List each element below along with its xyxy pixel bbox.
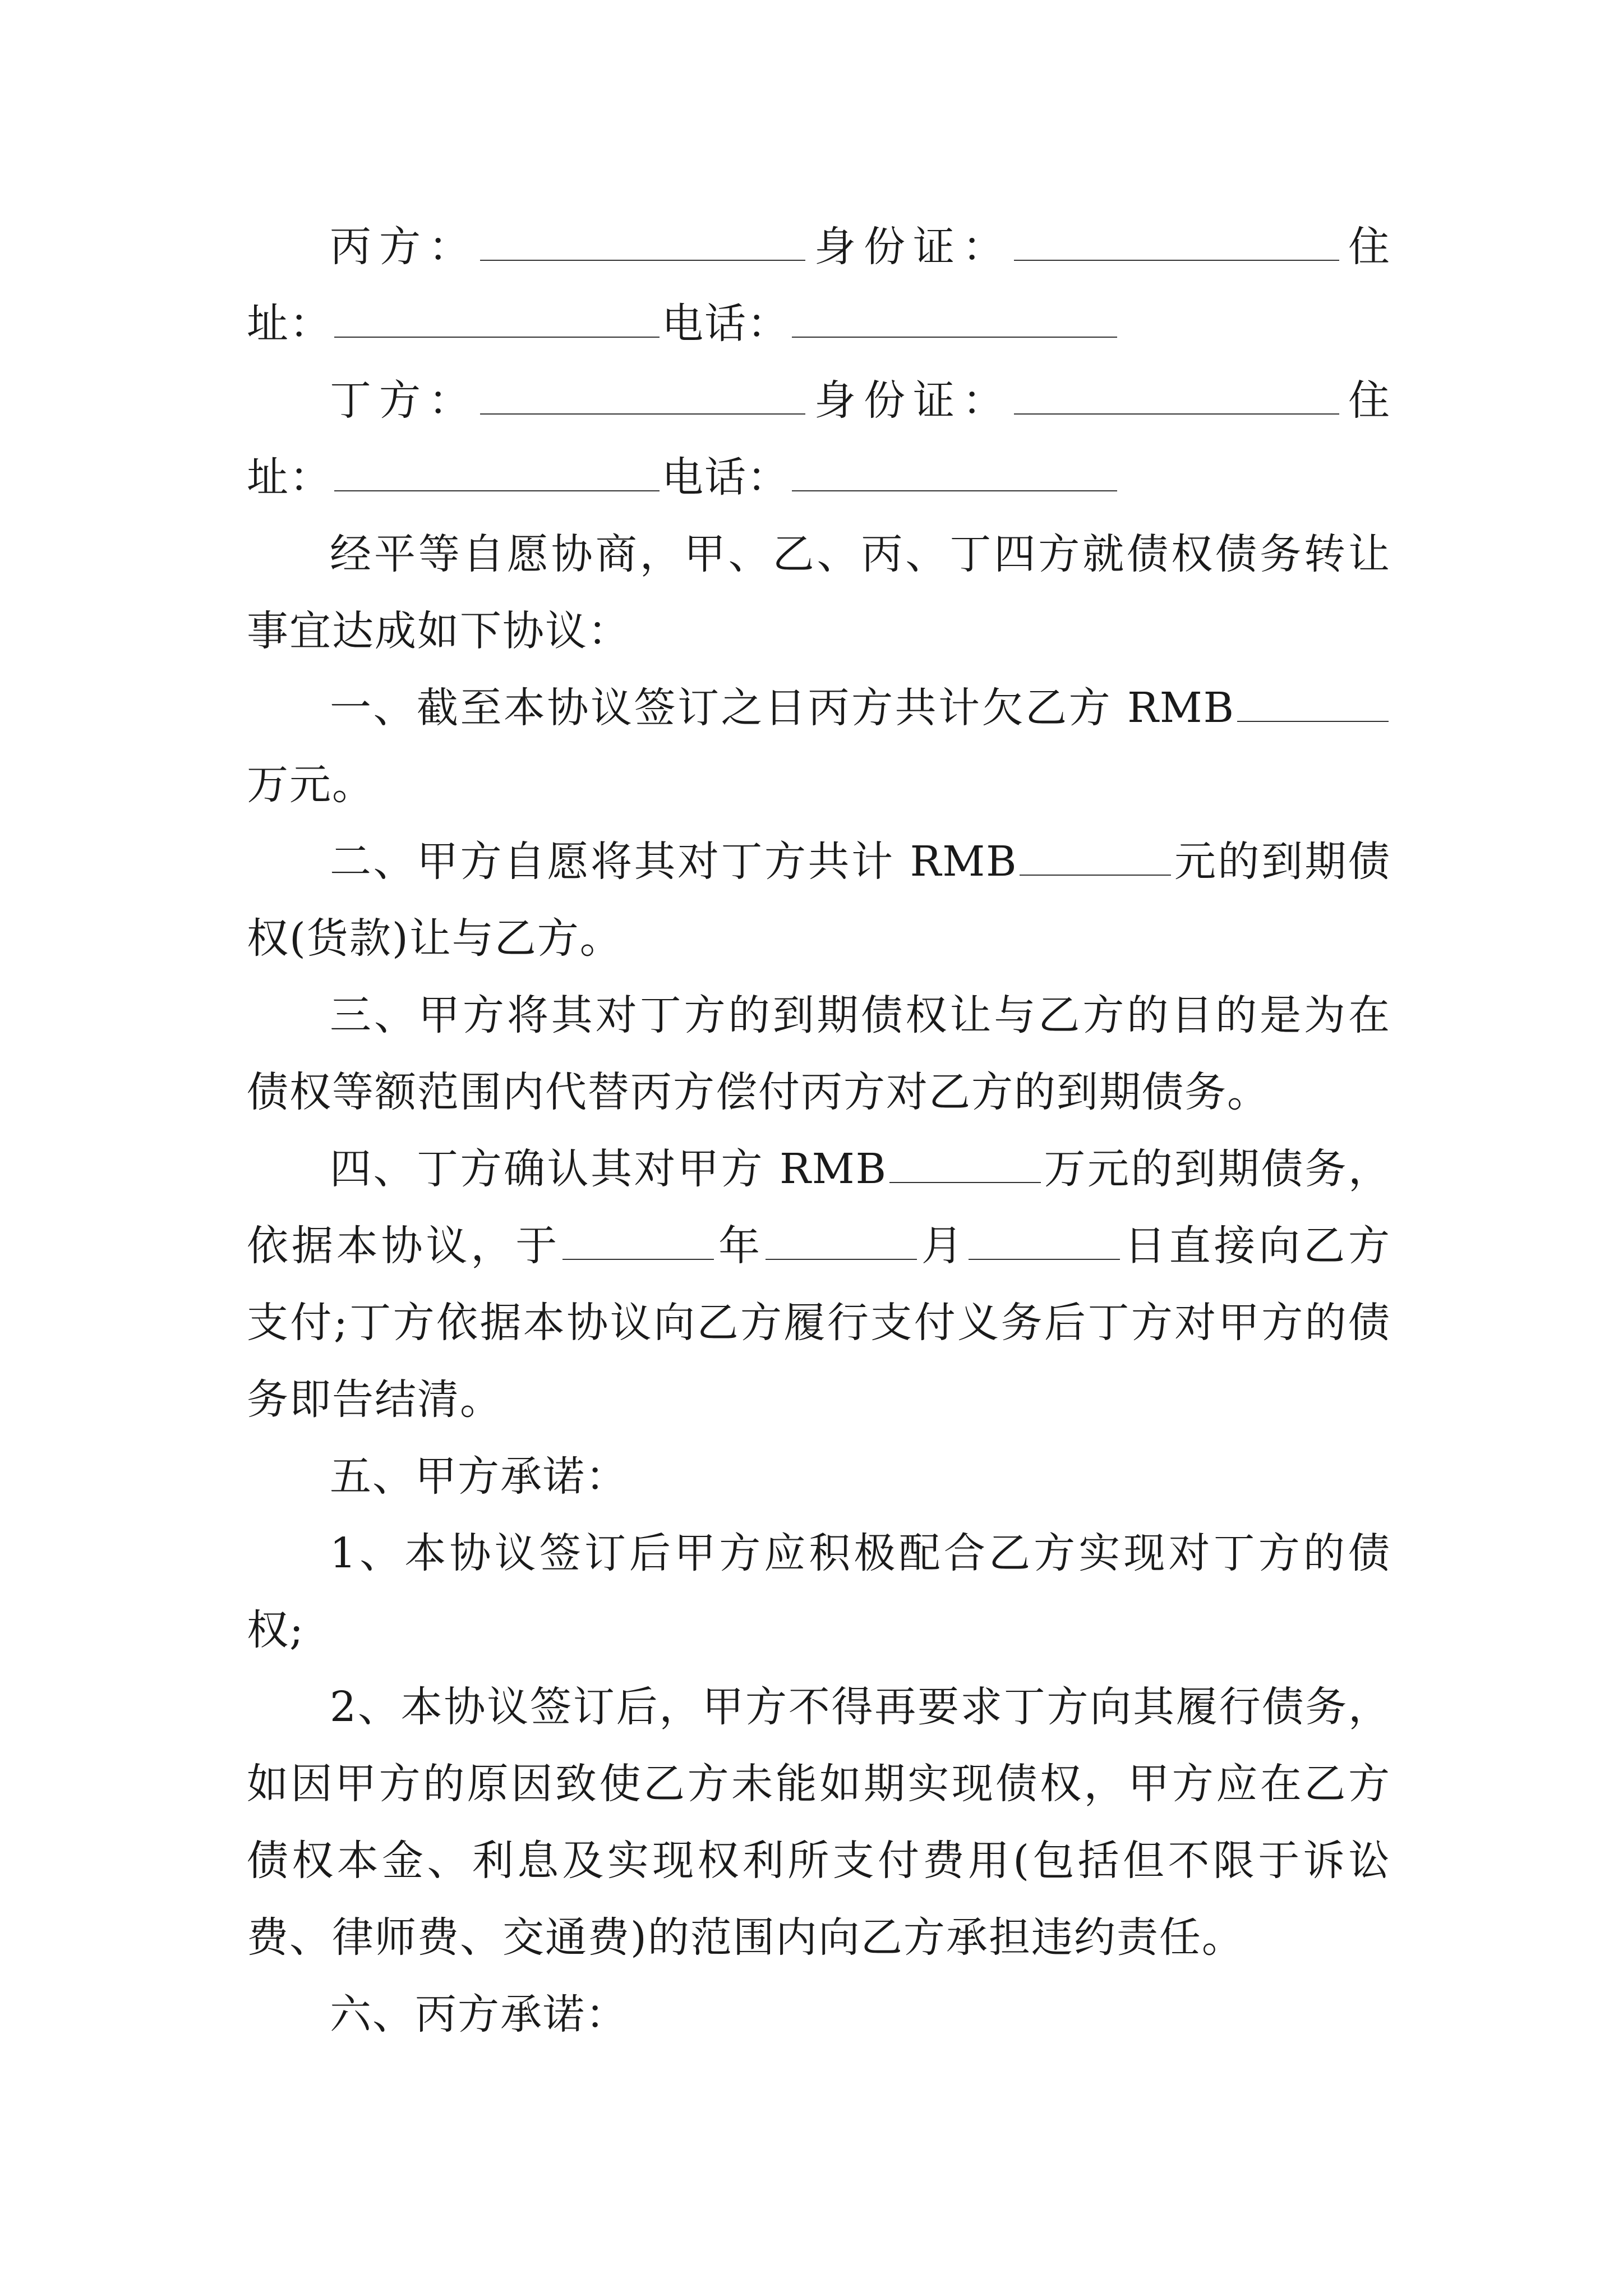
clause-2-text: 二、甲方自愿将其对丁方共计 RMB	[330, 838, 1018, 886]
party-ding-id-label: 身份证：	[808, 376, 1012, 425]
clause-4-text-2: 万元的到期债务，依据本协议，于	[247, 1145, 1391, 1270]
clause-5-item-1: 1、本协议签订后甲方应积极配合乙方实现对丁方的债权;	[247, 1529, 1391, 1654]
clause-6-title: 六、丙方承诺：	[330, 1990, 628, 2039]
clause-4-month-label: 月	[919, 1222, 966, 1270]
party-bing-line	[247, 209, 1391, 362]
party-bing-address-blank	[334, 297, 660, 338]
clause-1-unit: 万元。	[247, 761, 375, 809]
clause-4-year-blank	[562, 1220, 714, 1260]
party-bing-id-blank	[1014, 220, 1339, 261]
party-bing-name-blank	[480, 220, 805, 261]
clause-3: 三、甲方将其对丁方的到期债权让与乙方的目的是为在债权等额范围内代替丙方偿付丙方对乙方的到期债务。	[247, 991, 1391, 1116]
clause-1-text: 一、截至本协议签订之日丙方共计欠乙方 RMB	[330, 684, 1235, 732]
clause-2	[247, 823, 1391, 977]
clause-4-text-3: 日直接向乙方支付;丁方依据本协议向乙方履行支付义务后丁方对甲方的债务即告结清。	[247, 1222, 1391, 1424]
intro-paragraph: 经平等自愿协商，甲、乙、丙、丁四方就债权债务转让事宜达成如下协议：	[247, 530, 1391, 655]
clause-4-month-blank	[766, 1220, 917, 1260]
clause-4	[247, 1131, 1391, 1438]
party-bing-phone-label: 电话：	[662, 300, 790, 348]
clause-1-amount-blank	[1237, 682, 1389, 722]
party-bing-address-label: 住址：	[247, 223, 1391, 348]
party-ding-address-label: 住址：	[247, 376, 1391, 501]
party-bing-id-label: 身份证：	[808, 223, 1012, 271]
clause-1	[247, 670, 1391, 823]
party-ding-name-blank	[480, 374, 805, 415]
party-ding-line	[247, 362, 1391, 516]
party-ding-phone-blank	[792, 451, 1117, 491]
party-ding-id-blank	[1014, 374, 1339, 415]
clause-4-text: 四、丁方确认其对甲方 RMB	[330, 1145, 887, 1193]
clause-4-amount-blank	[889, 1143, 1041, 1183]
clause-5-title: 五、甲方承诺：	[330, 1452, 628, 1501]
party-bing-phone-blank	[792, 297, 1117, 338]
party-ding-phone-label: 电话：	[662, 453, 790, 501]
agreement-text	[247, 209, 1391, 2053]
party-bing-label: 丙方：	[330, 223, 478, 271]
clause-4-year-label: 年	[716, 1222, 763, 1270]
clause-2-amount-blank	[1020, 835, 1171, 876]
clause-4-day-blank	[969, 1220, 1120, 1260]
clause-5-item-2: 2、本协议签订后，甲方不得再要求丁方向其履行债务，如因甲方的原因致使乙方未能如期实现债权，甲方应在乙方债权本金、利息及实现权利所支付费用(包括但不限于诉讼费、律师费、交通费)的范围内向乙方承担违约责任。	[247, 1683, 1391, 1962]
party-ding-address-blank	[334, 451, 660, 491]
party-ding-label: 丁方：	[330, 376, 478, 425]
clause-2-tail: 元的到期债权(货款)让与乙方。	[247, 838, 1391, 963]
